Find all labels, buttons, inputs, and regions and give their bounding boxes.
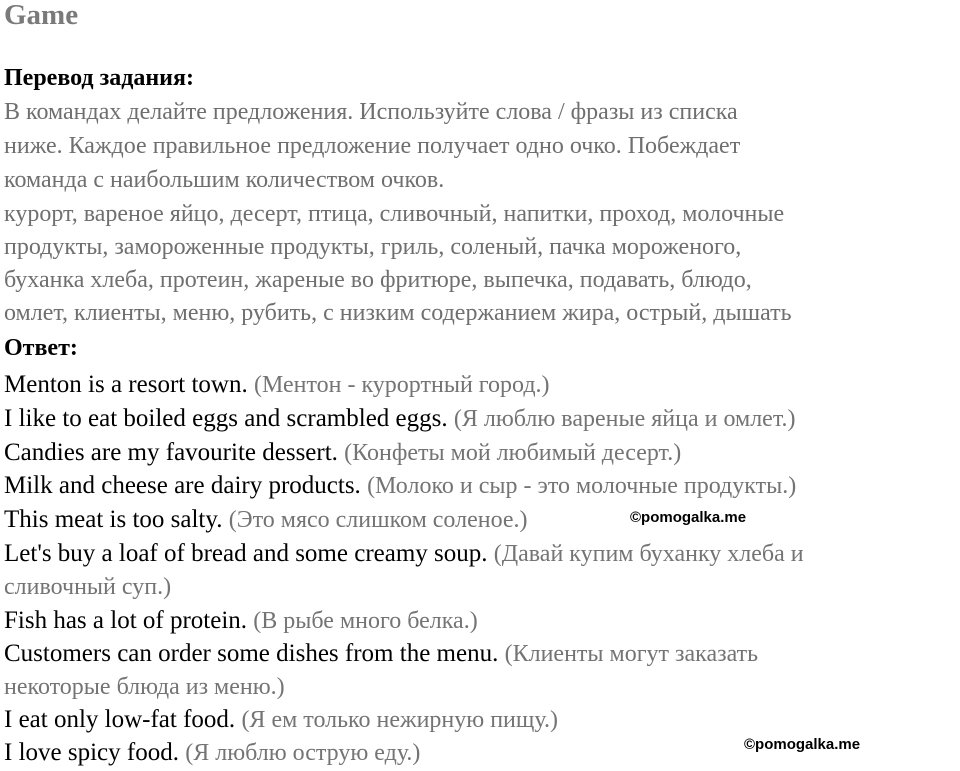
word-list-line: курорт, вареное яйцо, десерт, птица, сливочный, напитки, проход, молочные (4, 201, 785, 227)
answer-translation: (Ментон - курортный город.) (253, 372, 550, 398)
answer-english: Candies are my favourite dessert. (4, 439, 345, 466)
answer-english: Customers can order some dishes from the menu. (4, 640, 505, 667)
answer-sentence (4, 403, 796, 435)
answer-translation: (Молоко и сыр - это молочные продукты.) (367, 473, 797, 499)
answer-heading: Ответ: (4, 335, 78, 361)
word-list-line: буханка хлеба, протеин, жареные во фритюре, выпечка, подавать, блюдо, (4, 267, 752, 293)
answer-english: This meat is too salty. (4, 506, 229, 533)
answer-translation-continued: сливочный суп.) (4, 574, 172, 600)
answer-english: Let's buy a loaf of bread and some creamy soup. (4, 540, 494, 567)
answer-english: I love spicy food. (4, 739, 186, 766)
answer-english: Milk and cheese are dairy products. (4, 472, 368, 499)
page-title: Game (4, 0, 79, 31)
answer-english: Menton is a resort town. (4, 371, 254, 398)
word-list-line: омлет, клиенты, меню, рубить, с низким содержанием жира, острый, дышать (4, 300, 792, 326)
answer-sentence (4, 470, 796, 502)
answer-translation: (Я ем только нежирную пищу.) (241, 707, 558, 733)
task-line: команда с наибольшим количеством очков. (4, 167, 445, 193)
task-heading: Перевод задания: (4, 65, 194, 91)
answer-sentence (4, 369, 550, 401)
answer-english: I eat only low-fat food. (4, 706, 242, 733)
answer-sentence (4, 504, 528, 536)
answer-sentence (4, 538, 804, 570)
answer-translation: (Я люблю острую еду.) (185, 740, 421, 766)
answer-translation: (Я люблю вареные яйца и омлет.) (453, 406, 796, 432)
answer-sentence (4, 605, 478, 637)
answer-translation: (Давай купим буханку хлеба и (493, 541, 804, 567)
answer-translation-continued: некоторые блюда из меню.) (4, 674, 285, 700)
answer-sentence (4, 437, 681, 469)
watermark: ©pomogalka.me (744, 736, 861, 753)
answer-translation: (В рыбе много белка.) (253, 608, 478, 634)
answer-translation: (Конфеты мой любимый десерт.) (344, 440, 682, 466)
answer-english: Fish has a lot of protein. (4, 607, 254, 634)
watermark: ©pomogalka.me (630, 509, 747, 526)
answer-sentence (4, 737, 420, 769)
answer-translation: (Клиенты могут заказать (504, 641, 759, 667)
answer-english: I like to eat boiled eggs and scrambled eggs. (4, 405, 454, 432)
answer-sentence (4, 704, 558, 736)
answer-sentence (4, 638, 758, 670)
task-line: В командах делайте предложения. Используйте слова / фразы из списка (4, 99, 738, 125)
word-list-line: продукты, замороженные продукты, гриль, соленый, пачка мороженого, (4, 234, 742, 260)
task-line: ниже. Каждое правильное предложение получает одно очко. Побеждает (4, 133, 741, 159)
answer-translation: (Это мясо слишком соленое.) (228, 507, 528, 533)
